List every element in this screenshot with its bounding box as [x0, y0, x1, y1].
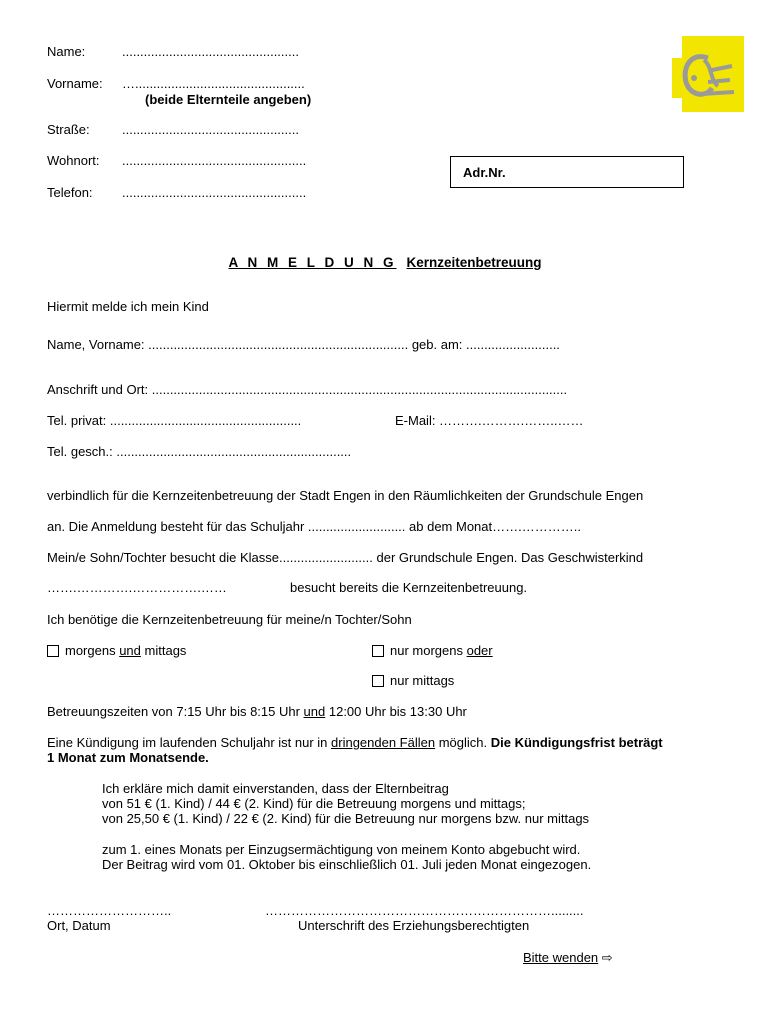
child-name-field[interactable]: Name, Vorname: ........................................................................ geb. am: ..........................	[47, 337, 560, 352]
title-kernzeit: Kernzeitenbetreuung	[406, 255, 542, 270]
adr-nr-box[interactable]	[450, 156, 684, 188]
kuendigung-line2: 1 Monat zum Monatsende.	[47, 750, 209, 765]
opt2-text: nur morgens	[390, 643, 467, 658]
zeiten-b: 12:00 Uhr bis 13:30 Uhr	[325, 704, 467, 719]
opt1-und: und	[119, 643, 141, 658]
bitte-wenden-text: Bitte wenden	[523, 950, 599, 965]
strasse-field[interactable]: .................................................	[122, 122, 299, 137]
opt3-text: nur mittags	[390, 673, 455, 688]
klasse-line[interactable]: Mein/e Sohn/Tochter besucht die Klasse.......................... der Grundschule Engen. Das Geschwisterkind	[47, 550, 644, 565]
option-morgens-mittags[interactable]	[47, 643, 186, 658]
wohnort-field[interactable]: ...................................................	[122, 153, 307, 168]
tel-privat-field[interactable]: Tel. privat: .....................................................	[47, 413, 302, 428]
opt1-text-a: morgens	[65, 643, 120, 658]
wohnort-label: Wohnort:	[47, 153, 100, 168]
intro-text: Hiermit melde ich mein Kind	[47, 299, 209, 314]
zeiten-a: Betreuungszeiten von 7:15 Uhr bis 8:15 Uhr	[47, 704, 304, 719]
unterschrift-label: Unterschrift des Erziehungsberechtigten	[298, 918, 530, 933]
option-nur-mittags[interactable]	[372, 673, 454, 688]
kuend-a: Eine Kündigung im laufenden Schuljahr ist nur in	[47, 735, 332, 750]
name-label: Name:	[47, 44, 86, 59]
einzug-line1: zum 1. eines Monats per Einzugsermächtigung von meinem Konto abgebucht wird.	[102, 842, 581, 857]
anschrift-field[interactable]: Anschrift und Ort: ...................................................................................................................	[47, 382, 568, 397]
checkbox-morgens-mittags[interactable]	[47, 645, 59, 657]
einzug-line2: Der Beitrag wird vom 01. Oktober bis einschließlich 01. Juli jeden Monat eingezogen.	[102, 857, 592, 872]
option-nur-morgens[interactable]	[372, 643, 493, 658]
title-anmeldung: A N M E L D U N G	[228, 255, 397, 270]
email-field[interactable]: E-Mail: ……….……….……..……	[395, 413, 584, 428]
kuendigung-line1	[47, 735, 663, 750]
kuend-dringend: dringenden Fällen	[331, 735, 436, 750]
bitte-wenden	[523, 950, 613, 965]
kuend-b: möglich.	[435, 735, 491, 750]
zeiten-und: und	[303, 704, 326, 719]
beitrag-line2: von 51 € (1. Kind) / 44 € (2. Kind) für die Betreuung morgens und mittags;	[102, 796, 526, 811]
adr-nr-label: Adr.Nr.	[463, 165, 506, 180]
geschwister-text: besucht bereits die Kernzeitenbetreuung.	[290, 580, 528, 595]
beitrag-line1: Ich erkläre mich damit einverstanden, dass der Elternbeitrag	[102, 781, 449, 796]
telefon-field[interactable]: ...................................................	[122, 185, 307, 200]
benoetige-text: Ich benötige die Kernzeitenbetreuung für meine/n Tochter/Sohn	[47, 612, 412, 627]
verbindlich-text: verbindlich für die Kernzeitenbetreuung der Stadt Engen in den Räumlichkeiten der Grundschule Engen	[47, 488, 644, 503]
betreuungszeiten-text	[47, 704, 467, 719]
strasse-label: Straße:	[47, 122, 90, 137]
name-field[interactable]: .................................................	[122, 44, 299, 59]
unterschrift-field[interactable]: ………………………………………………………….........	[265, 903, 584, 918]
telefon-label: Telefon:	[47, 185, 93, 200]
engen-logo-icon	[672, 36, 744, 112]
eltern-note: (beide Elternteile angeben)	[145, 92, 312, 107]
schuljahr-line[interactable]: an. Die Anmeldung besteht für das Schuljahr ........................... ab dem Monat…….…………..	[47, 519, 581, 534]
beitrag-line3: von 25,50 € (1. Kind) / 22 € (2. Kind) für die Betreuung nur morgens bzw. nur mittags	[102, 811, 590, 826]
checkbox-nur-morgens[interactable]	[372, 645, 384, 657]
tel-gesch-field[interactable]: Tel. gesch.: .................................................................	[47, 444, 352, 459]
vorname-label: Vorname:	[47, 76, 103, 91]
page-title	[0, 255, 770, 270]
checkbox-nur-mittags[interactable]	[372, 675, 384, 687]
geschwister-field[interactable]: …….………….…………….……	[47, 580, 227, 595]
vorname-field[interactable]: …...............................................	[122, 76, 305, 91]
ort-datum-field[interactable]: ………………………..	[47, 903, 172, 918]
kuend-frist: Die Kündigungsfrist beträgt	[490, 735, 663, 750]
opt1-text-b: mittags	[140, 643, 187, 658]
arrow-right-icon: ⇨	[601, 950, 613, 965]
ort-datum-label: Ort, Datum	[47, 918, 111, 933]
opt2-oder: oder	[466, 643, 493, 658]
